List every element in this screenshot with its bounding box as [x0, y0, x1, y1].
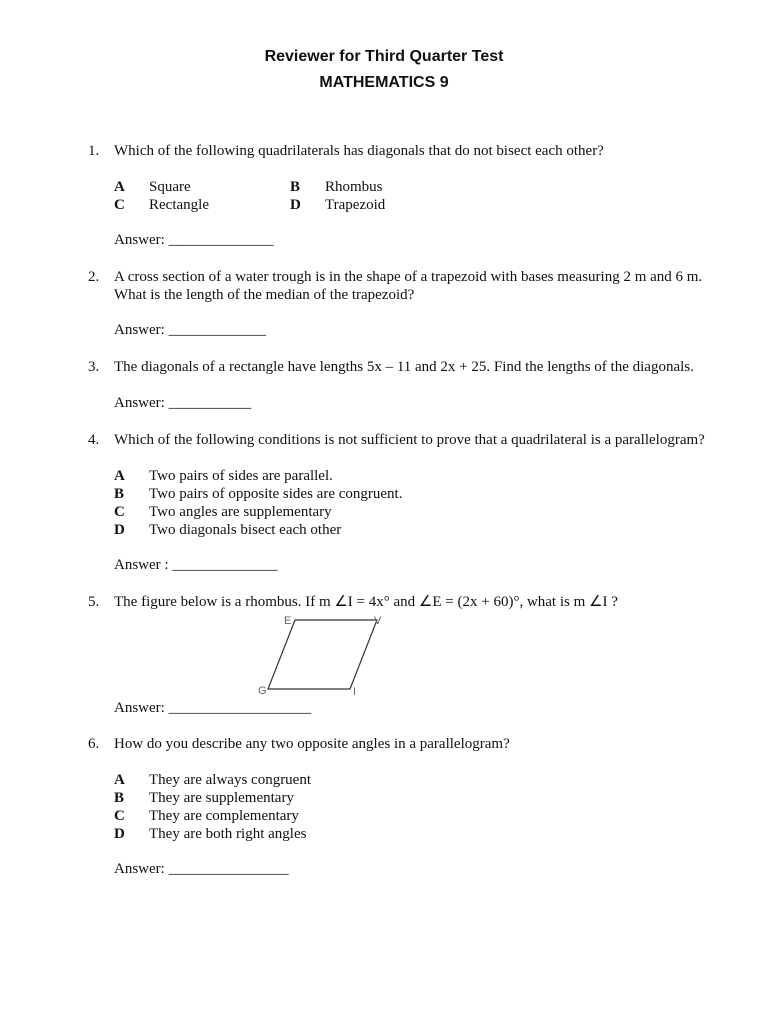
question-1-number: 1. [88, 143, 100, 159]
q1-choice-b-text: Rhombus [325, 179, 383, 195]
question-4-answer-line[interactable]: Answer : ______________ [114, 557, 278, 573]
q6-choice-c-letter: C [114, 808, 125, 824]
question-1-text: Which of the following quadrilaterals has diagonals that do not bisect each other? [114, 143, 604, 159]
q6-choice-c-text: They are complementary [149, 808, 299, 824]
vertex-label-g: G [258, 685, 267, 697]
vertex-label-v: V [374, 615, 382, 627]
q4-choice-d-letter: D [114, 522, 125, 538]
q6-choice-d-text: They are both right angles [149, 826, 307, 842]
q6-choice-b-letter: B [114, 790, 125, 806]
q6-choice-b-text: They are supplementary [149, 790, 294, 806]
vertex-label-e: E [284, 615, 292, 627]
question-6-answer-line[interactable]: Answer: ________________ [114, 861, 289, 877]
question-1-answer-line[interactable]: Answer: ______________ [114, 232, 274, 248]
question-3-answer-line[interactable]: Answer: ___________ [114, 395, 252, 411]
question-5-answer-line[interactable]: Answer: ___________________ [114, 700, 312, 716]
question-2-number: 2. [88, 269, 100, 285]
rhombus-shape [268, 620, 377, 689]
rhombus-figure [250, 612, 400, 698]
question-2-text-line-2: What is the length of the median of the trapezoid? [114, 287, 415, 303]
q4-choice-c-text: Two angles are supplementary [149, 504, 332, 520]
question-4-text: Which of the following conditions is not sufficient to prove that a quadrilateral is a parallelogram? [114, 432, 705, 448]
q4-choice-a-letter: A [114, 468, 125, 484]
question-3-number: 3. [88, 359, 100, 375]
q1-choice-a-letter: A [114, 179, 125, 195]
q4-choice-a-text: Two pairs of sides are parallel. [149, 468, 333, 484]
q6-choice-a-text: They are always congruent [149, 772, 312, 788]
question-6-text: How do you describe any two opposite angles in a parallelogram? [114, 736, 510, 752]
question-2-answer-line[interactable]: Answer: _____________ [114, 322, 267, 338]
q1-choice-d-text: Trapezoid [325, 197, 386, 213]
question-5-text: The figure below is a rhombus. If m ∠I = 4x° and ∠E = (2x + 60)°, what is m ∠I ? [114, 594, 618, 610]
q1-choice-d-letter: D [290, 197, 301, 213]
vertex-label-i: I [353, 686, 357, 698]
q6-choice-d-letter: D [114, 826, 125, 842]
q6-choice-a-letter: A [114, 772, 125, 788]
q4-choice-d-text: Two diagonals bisect each other [149, 522, 342, 538]
question-3-text: The diagonals of a rectangle have lengths 5x – 11 and 2x + 25. Find the lengths of the diagonals. [114, 359, 694, 375]
q4-choice-c-letter: C [114, 504, 125, 520]
q1-choice-b-letter: B [290, 179, 301, 195]
page-title: Reviewer for Third Quarter Test [264, 48, 504, 65]
q4-choice-b-letter: B [114, 486, 125, 502]
question-6-number: 6. [88, 736, 100, 752]
q4-choice-b-text: Two pairs of opposite sides are congruent. [149, 486, 403, 502]
q1-choice-a-text: Square [149, 179, 191, 195]
question-4-number: 4. [88, 432, 100, 448]
page-subtitle: MATHEMATICS 9 [319, 74, 449, 91]
q1-choice-c-letter: C [114, 197, 125, 213]
question-5-number: 5. [88, 594, 100, 610]
q1-choice-c-text: Rectangle [149, 197, 209, 213]
question-2-text-line-1: A cross section of a water trough is in the shape of a trapezoid with bases measuring 2 m and 6 m. [114, 269, 703, 285]
